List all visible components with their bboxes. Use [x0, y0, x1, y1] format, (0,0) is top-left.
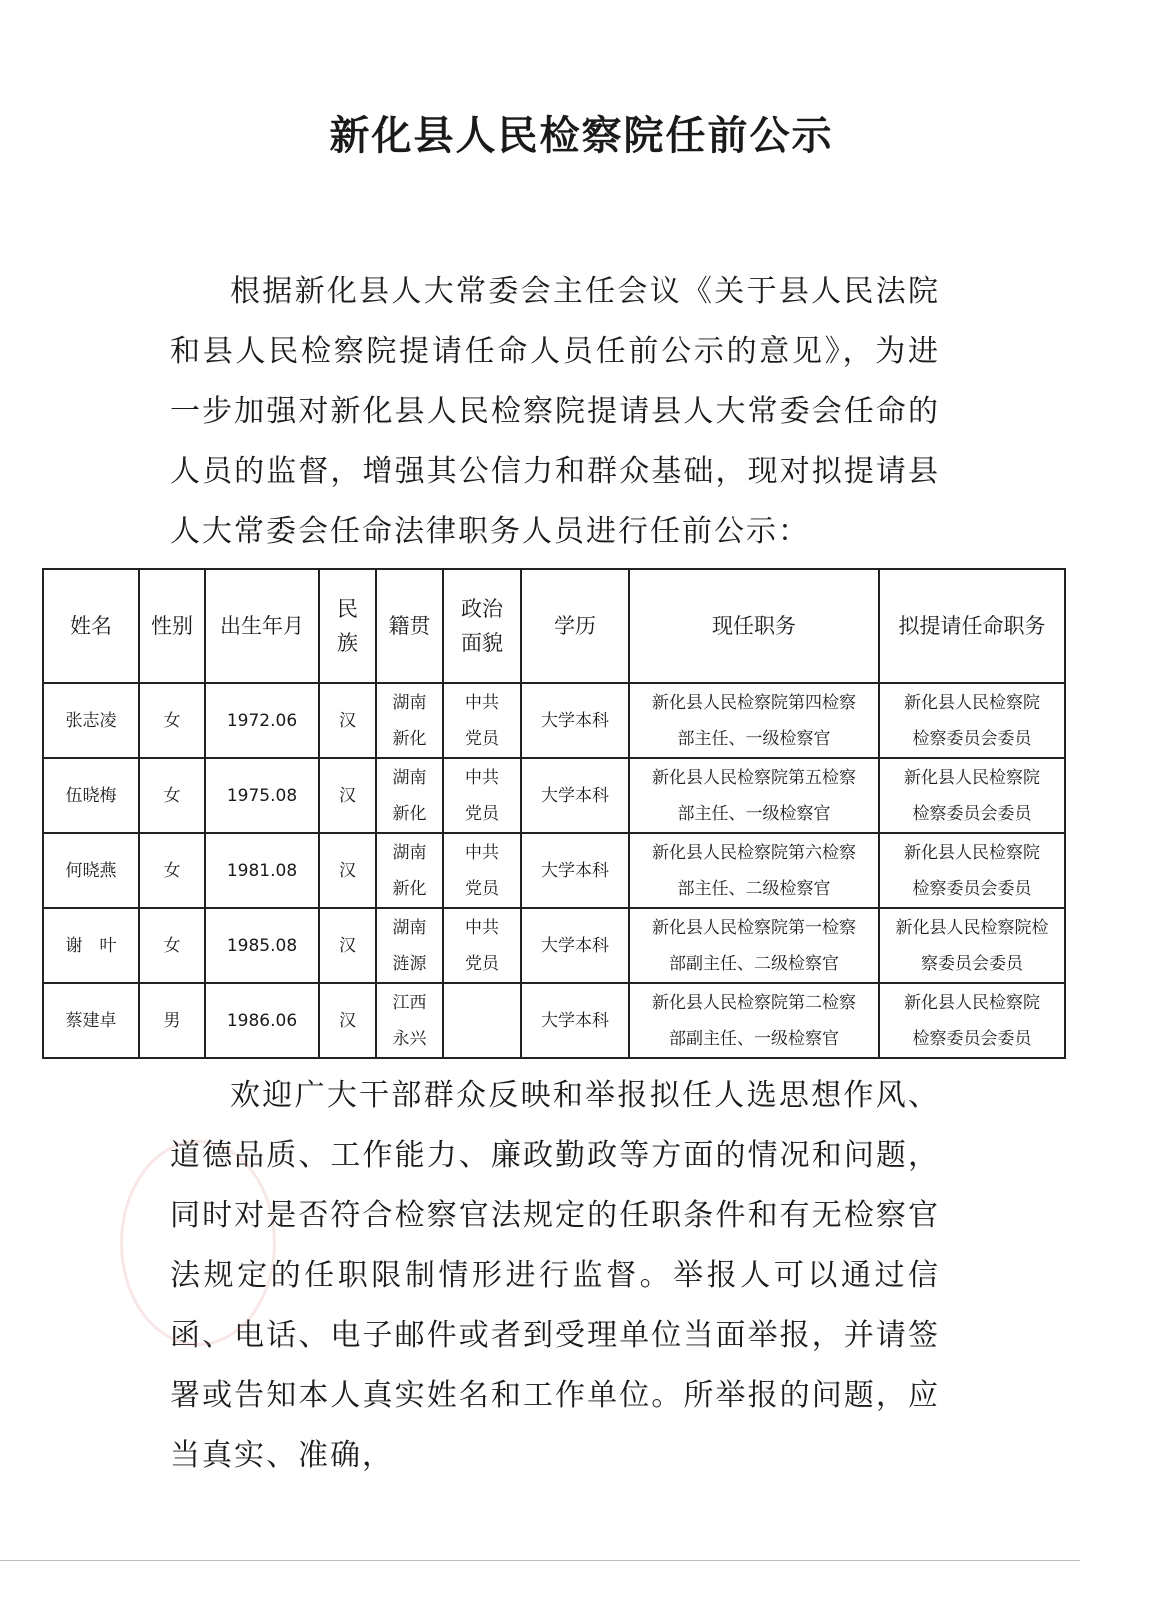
cell-name: [43, 908, 139, 983]
cell-name: [43, 683, 139, 758]
cell-proposed_1: 新化县人民检察院: [904, 842, 1040, 863]
header-ethnicity-line2: 族: [337, 631, 358, 655]
cell-proposed_2: 检察委员会委员: [912, 878, 1032, 899]
header-education: 学历: [521, 569, 629, 683]
cell-gender: [139, 758, 205, 833]
cell-political_1: 中共: [465, 767, 499, 788]
cell-proposed: [879, 758, 1065, 833]
cell-birth: [205, 833, 319, 908]
cell-proposed: [879, 983, 1065, 1058]
cell-current_2: 部副主任、一级检察官: [669, 1028, 839, 1049]
appointment-table: [42, 568, 1066, 1059]
cell-origin_1: 湖南: [392, 917, 427, 938]
cell-origin: [376, 908, 443, 983]
cell-political: [443, 758, 521, 833]
cell-current_1: 新化县人民检察院第六检察: [652, 842, 856, 863]
cell-origin_2: 新化: [392, 878, 427, 899]
cell-education: 大学本科: [541, 710, 609, 731]
cell-ethnicity: [319, 983, 376, 1058]
cell-name: [43, 758, 139, 833]
cell-education: 大学本科: [541, 935, 609, 956]
cell-birth: 1975.08: [226, 785, 298, 806]
table-row: [43, 758, 1065, 833]
table-row: [43, 983, 1065, 1058]
cell-proposed_1: 新化县人民检察院: [904, 767, 1040, 788]
header-gender: 性别: [139, 569, 205, 683]
cell-origin: [376, 683, 443, 758]
cell-ethnicity: 汉: [339, 860, 356, 881]
cell-political_2: 党员: [465, 953, 499, 974]
cell-political_1: 中共: [465, 842, 499, 863]
cell-ethnicity: [319, 833, 376, 908]
cell-origin: [376, 983, 443, 1058]
document-title: 新化县人民检察院任前公示: [329, 113, 834, 159]
cell-origin_2: 永兴: [392, 1028, 427, 1049]
cell-gender: [139, 683, 205, 758]
cell-current: [629, 683, 879, 758]
table-row: [43, 833, 1065, 908]
cell-current: [629, 983, 879, 1058]
cell-name: [43, 983, 139, 1058]
cell-gender: [139, 983, 205, 1058]
cell-education: [521, 908, 629, 983]
header-birth: 出生年月: [205, 569, 319, 683]
cell-current_2: 部主任、二级检察官: [677, 878, 831, 899]
cell-name: 何晓燕: [65, 860, 117, 881]
appointment-table-wrapper: [42, 568, 1064, 1059]
header-origin: 籍贯: [376, 569, 443, 683]
cell-proposed: [879, 833, 1065, 908]
table-body: [43, 683, 1065, 1058]
cell-current_1: 新化县人民检察院第四检察: [652, 692, 856, 713]
cell-education: [521, 683, 629, 758]
cell-political: [443, 983, 521, 1058]
cell-proposed: [879, 908, 1065, 983]
cell-political: [443, 833, 521, 908]
cell-education: [521, 833, 629, 908]
cell-name: 张志凌: [65, 710, 117, 731]
cell-origin: [376, 758, 443, 833]
cell-political_2: 党员: [465, 803, 499, 824]
table-row: [43, 908, 1065, 983]
cell-ethnicity: [319, 683, 376, 758]
cell-origin_2: 涟源: [392, 953, 427, 974]
cell-gender: [139, 908, 205, 983]
cell-proposed_1: 新化县人民检察院: [904, 692, 1040, 713]
table-row: [43, 683, 1065, 758]
cell-proposed_2: 察委员会委员: [921, 953, 1023, 974]
cell-proposed_2: 检察委员会委员: [912, 1028, 1032, 1049]
cell-origin_1: 湖南: [392, 692, 427, 713]
cell-education: 大学本科: [541, 785, 609, 806]
cell-birth: 1972.06: [226, 710, 298, 731]
header-current: 现任职务: [629, 569, 879, 683]
cell-origin_1: 湖南: [392, 842, 427, 863]
cell-origin_2: 新化: [392, 728, 427, 749]
header-ethnicity: [319, 569, 376, 683]
cell-birth: 1986.06: [226, 1010, 298, 1031]
cell-name: [43, 833, 139, 908]
table-header-row: [43, 569, 1065, 683]
closing-paragraph: 欢迎广大干部群众反映和举报拟任人选思想作风、道德品质、工作能力、廉政勤政等方面的情况和问题，同时对是否符合检察官法规定的任职条件和有无检察官法规定的任职限制情形进行监督。举报人可以通过信函、电话、电子邮件或者到受理单位当面举报，并请签署或告知本人真实姓名和工作单位。所举报的问题，应当真实、准确，: [170, 1078, 940, 1473]
cell-current: [629, 908, 879, 983]
cell-education: 大学本科: [541, 860, 609, 881]
cell-current_1: 新化县人民检察院第五检察: [652, 767, 856, 788]
cell-ethnicity: 汉: [339, 1010, 356, 1031]
cell-birth: [205, 758, 319, 833]
cell-ethnicity: [319, 758, 376, 833]
cell-birth: [205, 983, 319, 1058]
cell-proposed_2: 检察委员会委员: [912, 728, 1032, 749]
cell-ethnicity: 汉: [339, 710, 356, 731]
cell-ethnicity: 汉: [339, 935, 356, 956]
cell-gender: 男: [163, 1010, 181, 1031]
cell-origin_1: 湖南: [392, 767, 427, 788]
cell-proposed: [879, 683, 1065, 758]
cell-current: [629, 833, 879, 908]
cell-birth: 1981.08: [226, 860, 298, 881]
cell-name: 蔡建卓: [65, 1010, 117, 1031]
cell-gender: 女: [163, 860, 181, 881]
cell-current: [629, 758, 879, 833]
header-ethnicity-line1: 民: [337, 597, 358, 621]
cell-origin: [376, 833, 443, 908]
header-political-line1: 政治: [461, 597, 503, 621]
cell-birth: 1985.08: [226, 935, 298, 956]
cell-political_2: 党员: [465, 728, 499, 749]
header-proposed: 拟提请任命职务: [879, 569, 1065, 683]
cell-current_2: 部副主任、二级检察官: [669, 953, 839, 974]
cell-gender: [139, 833, 205, 908]
cell-origin_1: 江西: [392, 992, 427, 1013]
cell-political_1: 中共: [465, 692, 499, 713]
cell-ethnicity: [319, 908, 376, 983]
cell-current_2: 部主任、一级检察官: [677, 803, 831, 824]
cell-education: 大学本科: [541, 1010, 609, 1031]
cell-name: 谢 叶: [65, 935, 117, 956]
cell-proposed_1: 新化县人民检察院检: [895, 917, 1049, 938]
cell-proposed_1: 新化县人民检察院: [904, 992, 1040, 1013]
header-name: 姓名: [43, 569, 139, 683]
cell-ethnicity: 汉: [339, 785, 356, 806]
cell-gender: 女: [163, 785, 181, 806]
cell-birth: [205, 908, 319, 983]
cell-political: [443, 908, 521, 983]
header-political-line2: 面貌: [461, 631, 503, 655]
cell-proposed_2: 检察委员会委员: [912, 803, 1032, 824]
cell-political_1: 中共: [465, 917, 499, 938]
cell-origin_2: 新化: [392, 803, 427, 824]
cell-education: [521, 758, 629, 833]
cell-gender: 女: [163, 935, 181, 956]
cell-political_2: 党员: [465, 878, 499, 899]
cell-gender: 女: [163, 710, 181, 731]
intro-paragraph: 根据新化县人大常委会主任会议《关于县人民法院和县人民检察院提请任命人员任前公示的意见》，为进一步加强对新化县人民检察院提请县人大常委会任命的人员的监督，增强其公信力和群众基础，现对拟提请县人大常委会任命法律职务人员进行任前公示：: [170, 274, 940, 549]
cell-birth: [205, 683, 319, 758]
faint-seal-stamp: [120, 1140, 276, 1346]
header-political: [443, 569, 521, 683]
cell-political: [443, 683, 521, 758]
cell-name: 伍晓梅: [65, 785, 117, 806]
page-bottom-rule: [0, 1560, 1080, 1561]
cell-current_2: 部主任、一级检察官: [677, 728, 831, 749]
cell-current_1: 新化县人民检察院第二检察: [652, 992, 856, 1013]
cell-current_1: 新化县人民检察院第一检察: [652, 917, 856, 938]
cell-education: [521, 983, 629, 1058]
